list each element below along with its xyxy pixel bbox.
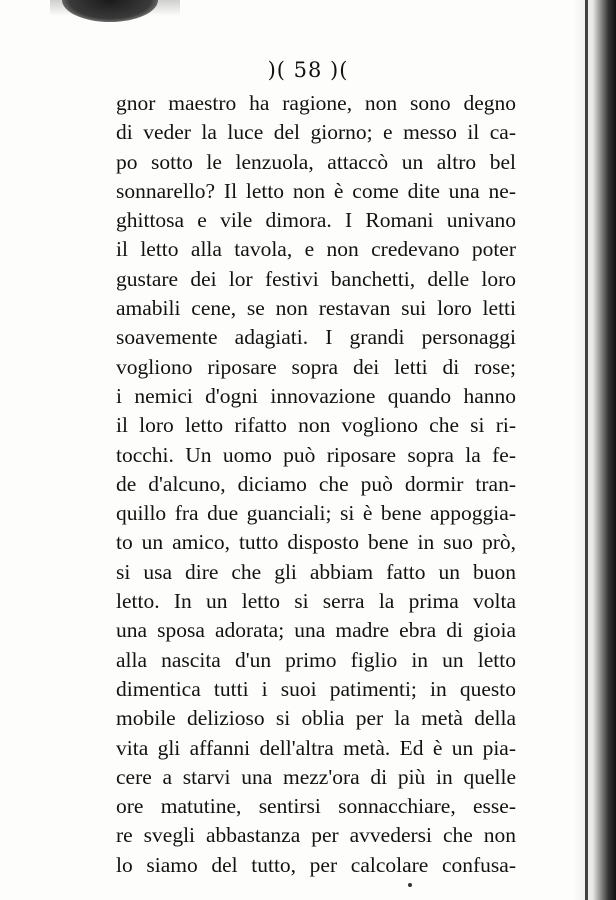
body-text (116, 89, 516, 880)
text-line: gnor maestro ha ragione, non sono degno (116, 91, 516, 115)
page-number: )( 58 )( (267, 58, 349, 82)
text-line: quillo fra due guanciali; si è bene appoggia- (116, 501, 516, 526)
text-line: gustare dei lor festivi banchetti, delle loro (116, 266, 516, 291)
text-line: cere a starvi una mezz'ora di più in quelle (116, 764, 516, 789)
text-line: amabili cene, se non restavan sui loro letti (116, 296, 516, 321)
text-line: letto. In un letto si serra la prima volta (116, 589, 516, 614)
text-line: to un amico, tutto disposto bene in suo prò, (116, 530, 516, 555)
text-line: tocchi. Un uomo può riposare sopra la fe- (116, 442, 516, 467)
text-line: vita gli affanni dell'altra metà. Ed è un pia- (116, 735, 516, 760)
text-line: di veder la luce del giorno; e messo il ca- (116, 120, 516, 145)
text-line: ghittosa e vile dimora. I Romani univano (116, 208, 516, 233)
text-line: sonnarello? Il letto non è come dite una ne- (116, 178, 516, 203)
text-line: si usa dire che gli abbiam fatto un buon (116, 559, 516, 584)
text-line: i nemici d'ogni innovazione quando hanno (116, 383, 516, 408)
text-line: il letto alla tavola, e non credevano poter (116, 237, 516, 262)
scan-blot (62, 0, 158, 22)
text-line: una sposa adorata; una madre ebra di gioia (116, 618, 516, 643)
text-line: alla nascita d'un primo figlio in un letto (116, 647, 516, 672)
text-line: mobile delizioso si oblia per la metà della (116, 706, 516, 731)
text-line: dimentica tutti i suoi patimenti; in questo (116, 676, 516, 701)
text-line: po sotto le lenzuola, attaccò un altro bel (116, 149, 516, 174)
text-line: de d'alcuno, diciamo che può dormir tran- (116, 471, 516, 496)
text-line: vogliono riposare sopra dei letti di rose; (116, 354, 516, 379)
binding-edge-shadow (574, 0, 616, 900)
ink-speck (408, 883, 412, 887)
binding-edge-line (585, 0, 588, 900)
text-line: ore matutine, sentirsi sonnacchiare, esse- (116, 794, 516, 819)
text-line: re svegli abbastanza per avvedersi che non (116, 823, 516, 848)
text-line: lo siamo del tutto, per calcolare confusa- (116, 852, 516, 877)
text-line: il loro letto rifatto non vogliono che si ri- (116, 413, 516, 438)
text-line: soavemente adagiati. I grandi personaggi (116, 325, 516, 350)
